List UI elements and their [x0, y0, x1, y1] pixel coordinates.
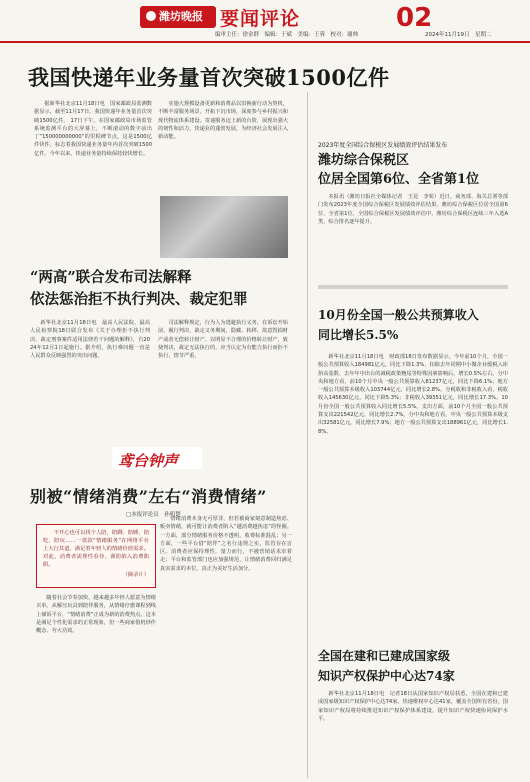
- pull-quote-text: 不开心也可以找个人陪，陪聊、陪睡、陪吃、陪玩……一款款“情绪服务”在网络平台上大行其道，满足着年轻人的情绪价值需求。对此，消费者需理性看待，谨防陷入消费陷阱。: [43, 530, 149, 568]
- issue-date: 2024年11月19日 星期二: [425, 32, 492, 38]
- second-story-column-2: 司法解释规定，行为人为逃避执行义务，在诉讼开始前、履行判决、裁定义务期间，隐藏、转移、故意毁损财产或者无偿转让财产、以明显不合理的价格转让财产，致使判决、裁定无法执行的，应当认定为有能力执行而拒不执行，情节严重。: [158, 320, 288, 360]
- logo-text: 潍坊晚报: [159, 10, 203, 23]
- commentary-byline: □本报评论员 孙明楚: [126, 512, 181, 518]
- column-divider: [307, 92, 308, 778]
- right-story-headline: 潍坊综合保税区 位居全国第6位、全省第1位: [318, 153, 480, 187]
- commentary-column-2: 情绪消费本身无可厚非，但若被商家刻意制造焦虑、贩卖情绪，就可能让消费者陷入“越消费越焦虑”的怪圈。一方面，部分情绪服务价格不透明，收费标准混乱；另一方面，一些平台借“陪伴”之名行违规之实，监管存在盲区。消费者应保持理性，量力而行，不被营销话术牵着走；平台和监管部门也应加强规范，让情绪消费回归满足真实需求的本位，真正为美好生活加分。: [160, 516, 292, 572]
- commentary-column-1: 随着社会节奏加快，越来越多年轻人愿意为情绪买单。从解压玩具到陪伴服务，从情绪疗愈课程到线上倾诉平台，“情绪消费”正成为新的消费热点。这本是满足个性化需求的正常现象，但一些商家借机炒作概念、夸大功效。: [36, 595, 156, 635]
- commentary-banner-text: 鸢台钟声: [118, 452, 179, 470]
- second-headline-line-2: 依法惩治拒不执行判决、裁定犯罪: [30, 291, 248, 308]
- second-story-column-1: 新华社北京11月18日电 最高人民法院、最高人民检察院18日联合发布《关于办理拒不执行判决、裁定刑事案件适用法律若干问题的解释》，自2024年12月1日起施行。据介绍，执行难问题一直是人民群众反映强烈的突出问题。: [30, 320, 150, 360]
- header-divider: [0, 41, 530, 43]
- pull-quote-author: （摘录片）: [122, 572, 149, 578]
- second-story-headline: [30, 267, 248, 311]
- lead-headline: 我国快递年业务量首次突破1500亿件: [28, 65, 390, 90]
- editor-credits: 编审主任：徐金群 编辑：于斌 美编：王蓉 校对：谢帅: [215, 32, 359, 38]
- right-story-kicker: 2023年度全国综合保税区发展绩效评估结果发布: [318, 142, 448, 149]
- newspaper-logo: [140, 6, 216, 28]
- lead-article-column-2: 实施大规模设备更新和消费品以旧换新行动为契机，不断丰富服务场景，开拓下沉市场，深度参与乡村振兴和现代物流体系建设。寄递服务迈上新的台阶，展现出强大的韧性和活力。快递业的蓬勃发展，为经济社会发展注入新动能。: [158, 101, 288, 141]
- budget-story-headline: 10月份全国一般公共预算收入 同比增长5.5%: [318, 308, 479, 342]
- logo-emblem-icon: [146, 11, 156, 21]
- budget-story-body: 新华社北京11月18日电 财政部18日发布数据显示，今年前10个月，全国一般公共预算收入184981亿元，同比下降1.3%，扣除去年同期中小微企业缓税入库抬高基数、去年年中出台的减税政策翘尾等特殊因素影响后，增长0.5%左右。分中央和地方看，前10个月中央一般公共预算收入81237亿元，同比下降6.1%；地方一般公共预算本级收入103744亿元，同比增长2.8%。分税收和非税收入看，税收收入145630亿元，同比下降5.3%；非税收入39351亿元，同比增长17.3%。10月份全国一般公共预算收入同比增长5.5%。支出方面，前10个月全国一般公共预算支出221542亿元，同比增长2.7%。分中央和地方看，中央一般公共预算本级支出32581亿元，同比增长7.9%；地方一般公共预算支出188961亿元，同比增长1.8%。: [318, 354, 508, 435]
- section-title: 要闻评论: [220, 8, 301, 30]
- commentary-headline: 别被“情绪消费”左右“消费情绪”: [30, 487, 267, 506]
- pull-quote-box: [36, 524, 156, 588]
- lead-article-column-1: 据新华社北京11月18日电 国家邮政局监测数据显示，截至11月17日，我国快递年业务量首次突破1500亿件。 17日下午，在国家邮政局市场监管系统监测平台的大屏幕上，不断滚动的数字前出了“150000000000”的里程碑节点，这是1500亿件快件，标志着我国快递业务量年内首次突破1500亿件。今年以来，快递业务量持续保持较快增长。: [34, 101, 152, 157]
- right-story-body: 本报讯（潍坊日报社全媒体记者 王昆 李荀）近日，商务部、海关总署等部门发布2023年度全国综合保税区发展绩效评估结果，潍坊综合保税区位居全国第6位、全省第1位，全国综合保税区发展绩效评估中，潍坊综合保税区连续三年入选A类，综合排名逐年提升。: [318, 194, 508, 225]
- page-number: 02: [396, 3, 433, 33]
- ip-story-body: 新华社北京11月18日电 记者18日从国家知识产权局获悉，全国在建和已建成国家级知识产权保护中心达74家，快速维权中心达41家，覆盖全国所有省份。国家知识产权局将持续推进知识产权保护体系建设，提升知识产权快速协同保护水平。: [318, 691, 508, 722]
- right-story-divider: [318, 285, 508, 289]
- second-headline-line-1: “两高”联合发布司法解释: [30, 269, 192, 286]
- lead-photo: [160, 196, 288, 258]
- ip-story-headline: 全国在建和已建成国家级 知识产权保护中心达74家: [318, 649, 455, 683]
